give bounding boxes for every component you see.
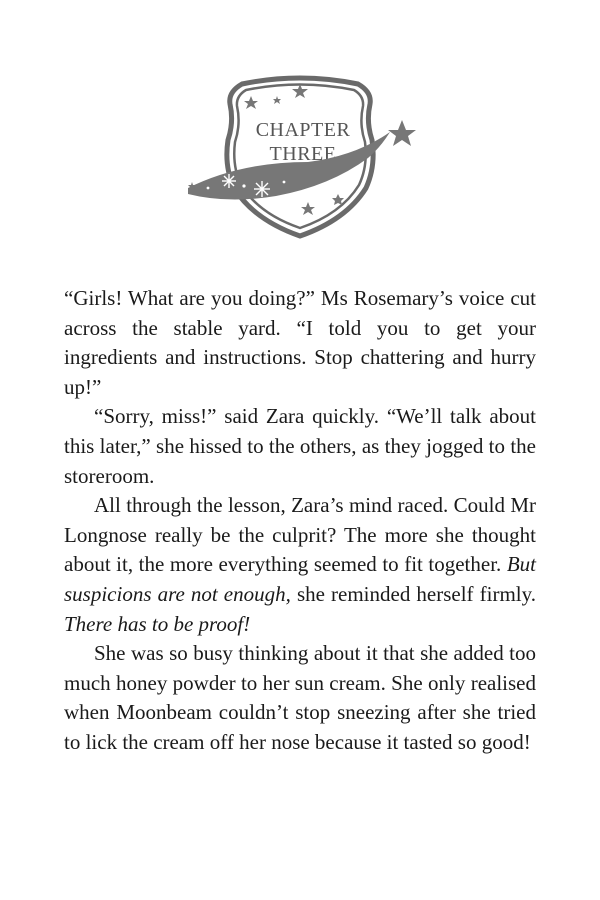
chapter-emblem [180, 70, 420, 240]
paragraph [64, 284, 536, 402]
chapter-number: THREE [269, 143, 337, 165]
text-segment: “Girls! What are you doing?” Ms Rosemary’s voice cut across the stable yard. “I told you to get your ingredients and instructions. Stop chattering and hurry up!” [64, 286, 536, 399]
paragraph [64, 639, 536, 757]
italic-text: But suspicions are not enough, [64, 552, 536, 606]
sparkle-icon [222, 174, 236, 188]
text-segment: she reminded herself firmly. [290, 581, 536, 606]
shield-icon [180, 70, 420, 240]
italic-text: There has to be proof! [64, 611, 251, 636]
star-icon [388, 120, 416, 146]
paragraph [64, 491, 536, 639]
sparkle-icon [283, 181, 286, 184]
chapter-body [64, 284, 536, 758]
sparkle-icon [207, 187, 210, 190]
text-segment: “Sorry, miss!” said Zara quickly. “We’ll talk about this later,” she hissed to the others, as they jogged to the storeroom. [64, 404, 536, 488]
text-segment: All through the lesson, Zara’s mind raced. Could Mr Longnose really be the culprit? The more she thought about it, the more everything seemed to fit together. [64, 493, 536, 577]
paragraph [64, 402, 536, 491]
sparkle-icon [242, 184, 245, 187]
sparkle-icon [254, 181, 270, 197]
text-segment: She was so busy thinking about it that she added too much honey powder to her sun cream. She only realised when Moonbeam couldn’t stop sneezing after she tried to lick the cream off her nose because it tasted so good! [64, 641, 536, 754]
chapter-label: CHAPTER [255, 119, 351, 141]
